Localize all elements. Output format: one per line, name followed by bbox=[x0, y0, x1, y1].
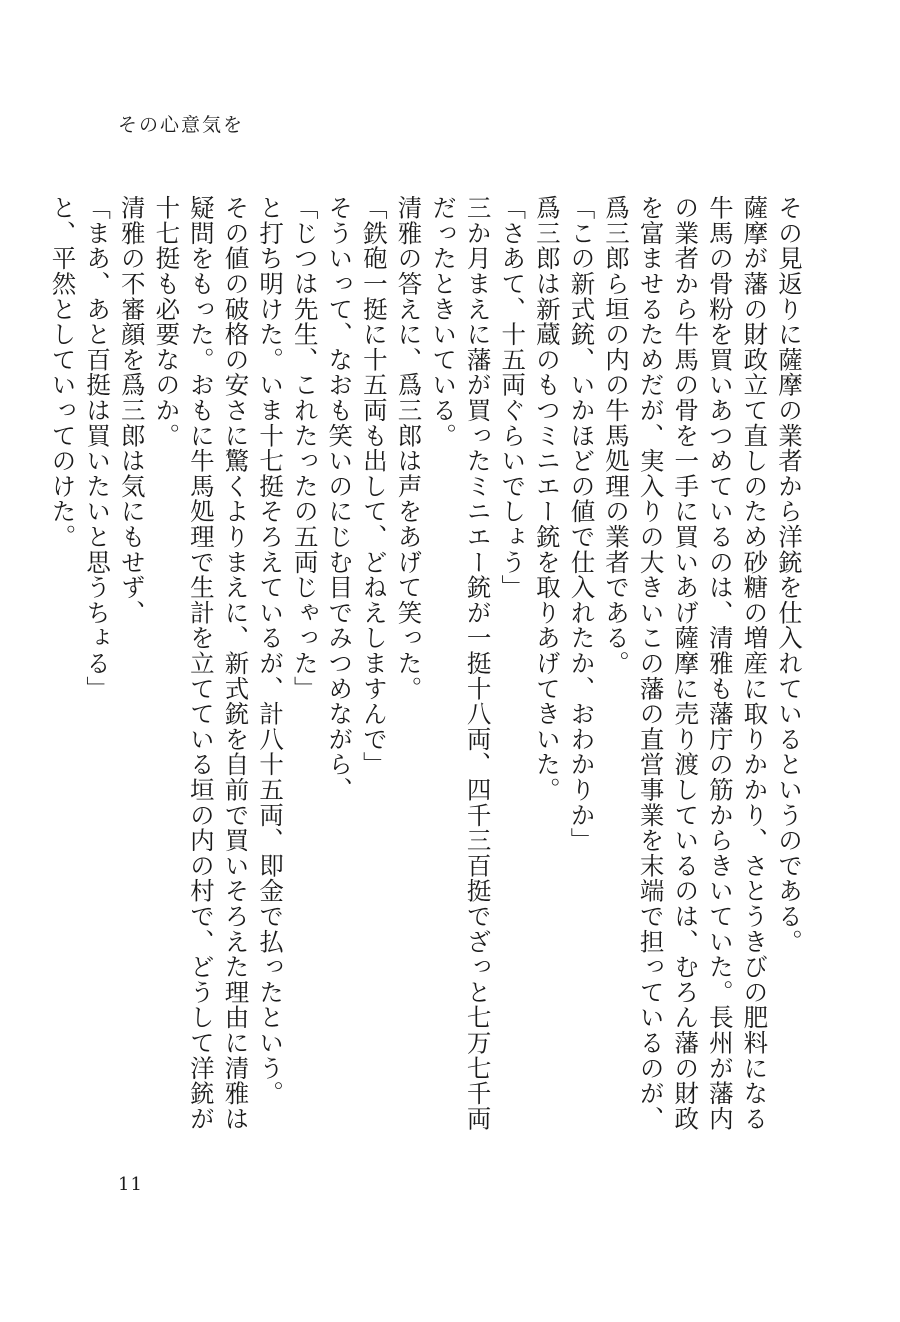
paragraph: そういって、なおも笑いのにじむ目でみつめながら、 bbox=[325, 195, 355, 803]
dialogue-paragraph: 「さあて、十五両ぐらいでしょう」 bbox=[498, 195, 528, 600]
body-text bbox=[48, 195, 806, 1155]
paragraph: 薩摩が藩の財政立て直しのため砂糖の増産に取りかかり、さとうきびの肥料になる牛馬の骨粉を買いあつめているのは、清雅も藩庁の筋からきいていた。長州が藩内の業者から牛馬の骨を一手に買いあげ薩摩に売り渡しているのは、むろん藩の財政を富ませるためだが、実入りの大きいこの藩の直営事業を末端で担っているのが、爲三郎ら垣の内の牛馬処理の業者である。 bbox=[602, 195, 770, 1132]
paragraph: 清雅の答えに、爲三郎は声をあげて笑った。 bbox=[394, 195, 424, 701]
paragraph: その見返りに薩摩の業者から洋銃を仕入れているというのである。 bbox=[775, 195, 804, 954]
paragraph: その値の破格の安さに驚くよりまえに、新式銃を自前で買いそろえた理由に清雅は疑問をもった。おもに牛馬処理で生計を立てている垣の内の村で、どうして洋銃が十七挺も必要なのか。 bbox=[152, 195, 251, 1132]
running-head: その心意気を bbox=[118, 114, 245, 136]
paragraph: と、平然としていってのけた。 bbox=[48, 195, 78, 550]
dialogue-paragraph: 「この新式銃、いかほどの値で仕入れたか、おわかりか」 bbox=[567, 195, 597, 853]
page-number: 11 bbox=[118, 1174, 143, 1195]
dialogue-paragraph: 「鉄砲一挺に十五両も出して、どねえしますんで」 bbox=[359, 195, 389, 777]
dialogue-paragraph: 「まあ、あと百挺は買いたいと思うちょる」 bbox=[83, 195, 113, 701]
paragraph: と打ち明けた。いま十七挺そろえているが、計八十五両、即金で払ったという。 bbox=[256, 195, 286, 1106]
dialogue-paragraph: 「じつは先生、これたったの五両じゃった」 bbox=[290, 195, 320, 701]
paragraph: 爲三郎は新蔵のもつミニエー銃を取りあげてきいた。 bbox=[532, 195, 562, 803]
paragraph: 三か月まえに藩が買ったミニエー銃が一挺十八両、四千三百挺でざっと七万七千両だったときいている。 bbox=[429, 195, 493, 1132]
paragraph: 清雅の不審顔を爲三郎は気にもせず、 bbox=[117, 195, 147, 626]
